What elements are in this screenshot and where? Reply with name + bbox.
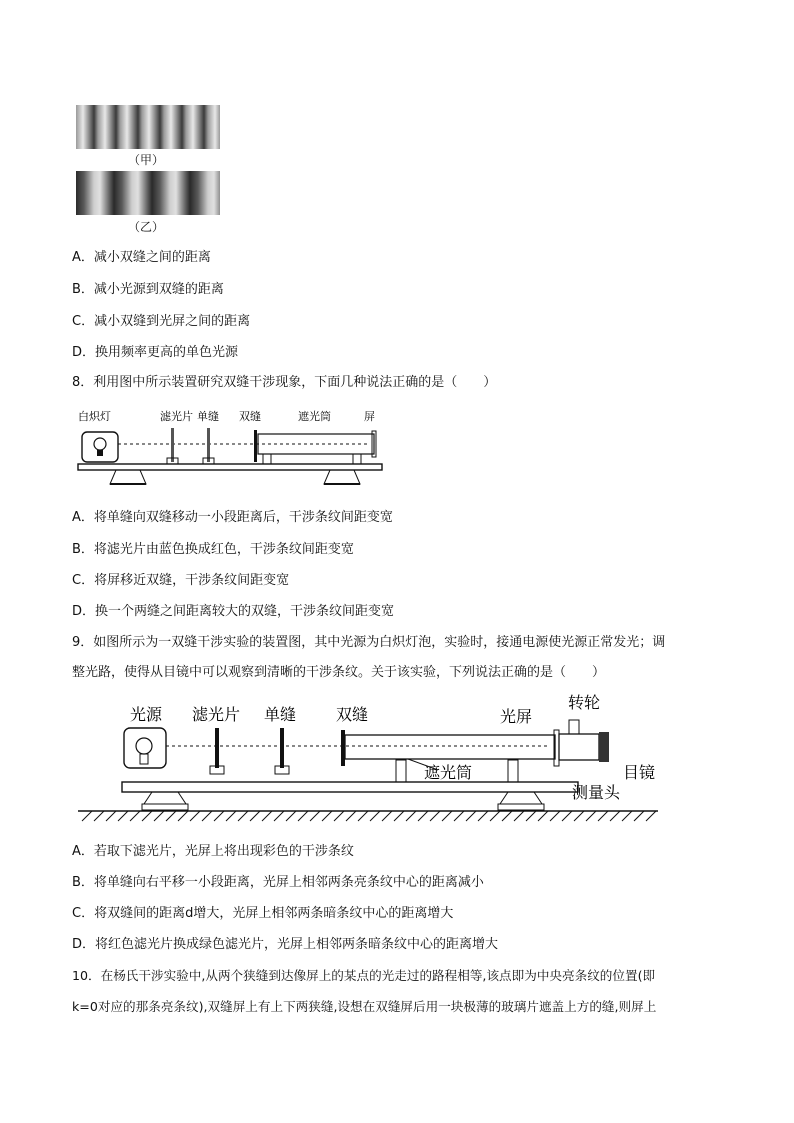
fringe-image-yi	[76, 171, 220, 215]
q9-filter	[215, 728, 219, 768]
q8-label-filter: 滤光片	[160, 410, 193, 423]
q7-option-c: C．减小双缝到光屏之间的距离	[72, 314, 251, 329]
q9-option-b: B．将单缝向右平移一小段距离，光屏上相邻两条亮条纹中心的距离减小	[72, 875, 484, 890]
q9-label-wheel: 转轮	[568, 693, 601, 712]
q8-single-slit	[207, 428, 210, 462]
q9-label-head: 测量头	[572, 783, 621, 802]
q9-bulb	[136, 738, 152, 754]
q9-foot-right	[500, 792, 542, 804]
q9-label-source: 光源	[130, 705, 163, 724]
q9-single-slit	[280, 728, 284, 768]
q9-stem-line2: 整光路，使得从目镜中可以观察到清晰的干涉条纹。关于该实验，下列说法正确的是（ ）	[72, 665, 606, 680]
q8-lamp-box	[82, 432, 118, 462]
q8-option-b: B．将滤光片由蓝色换成红色，干涉条纹间距变宽	[72, 542, 354, 557]
q9-label-eyepiece: 目镜	[623, 763, 656, 782]
q9-label-double-slit: 双缝	[336, 705, 369, 724]
q9-option-c: C．将双缝间的距离d增大，光屏上相邻两条暗条纹中心的距离增大	[72, 906, 454, 921]
q9-tube	[345, 735, 555, 759]
q9-table-hatching	[82, 811, 656, 821]
q8-rail	[78, 464, 382, 470]
q9-label-filter: 滤光片	[192, 705, 241, 724]
caption-jia: （甲）	[128, 153, 165, 167]
q10-line1: 10．在杨氏干涉实验中,从两个狭缝到达像屏上的某点的光走过的路程相等,该点即为中央亮条纹的位置(即	[72, 968, 656, 983]
q9-lamp-box	[124, 728, 166, 768]
q8-stem: 8．利用图中所示装置研究双缝干涉现象，下面几种说法正确的是（ ）	[72, 375, 497, 390]
q8-foot-right	[324, 470, 360, 484]
q8-filter	[171, 428, 174, 462]
q9-label-single-slit: 单缝	[264, 705, 297, 724]
q8-label-tube: 遮光筒	[298, 410, 331, 423]
q8-double-slit	[254, 430, 257, 462]
q8-option-d: D．换一个两缝之间距离较大的双缝，干涉条纹间距变宽	[72, 604, 395, 619]
q9-apparatus-diagram	[78, 690, 668, 830]
q10-line2: k=0对应的那条亮条纹),双缝屏上有上下两狭缝,设想在双缝屏后用一块极薄的玻璃片遮盖上方的缝,则屏上	[72, 999, 657, 1014]
q8-foot-left	[110, 470, 146, 484]
fringe-image-jia	[76, 105, 220, 149]
q9-eyepiece	[599, 732, 609, 762]
q8-bulb	[94, 438, 106, 450]
q8-label-double-slit: 双缝	[239, 410, 261, 423]
q9-label-screen: 光屏	[500, 707, 533, 726]
q8-option-a: A．将单缝向双缝移动一小段距离后，干涉条纹间距变宽	[72, 510, 393, 525]
q8-label-single-slit: 单缝	[197, 410, 219, 423]
q8-bulb-base	[97, 450, 103, 456]
q9-option-a: A．若取下滤光片，光屏上将出现彩色的干涉条纹	[72, 844, 354, 859]
q9-measuring-head	[559, 734, 599, 760]
q9-wheel	[569, 720, 579, 734]
q9-stem-line1: 9．如图所示为一双缝干涉实验的装置图，其中光源为白炽灯泡，实验时，接通电源使光源正常发光；调	[72, 635, 666, 650]
q8-apparatus-diagram	[70, 404, 400, 496]
q8-label-screen: 屏	[364, 410, 375, 423]
caption-yi: （乙）	[128, 220, 165, 234]
q9-rail	[122, 782, 578, 792]
q7-option-a: A．减小双缝之间的距离	[72, 250, 211, 265]
q9-label-tube: 遮光筒	[424, 763, 473, 782]
q8-option-c: C．将屏移近双缝，干涉条纹间距变宽	[72, 573, 290, 588]
q7-option-d: D．换用频率更高的单色光源	[72, 345, 239, 360]
q8-label-lamp: 白炽灯	[78, 410, 111, 423]
q9-foot-left	[144, 792, 186, 804]
q9-option-d: D．将红色滤光片换成绿色滤光片，光屏上相邻两条暗条纹中心的距离增大	[72, 937, 499, 952]
q7-option-b: B．减小光源到双缝的距离	[72, 282, 224, 297]
